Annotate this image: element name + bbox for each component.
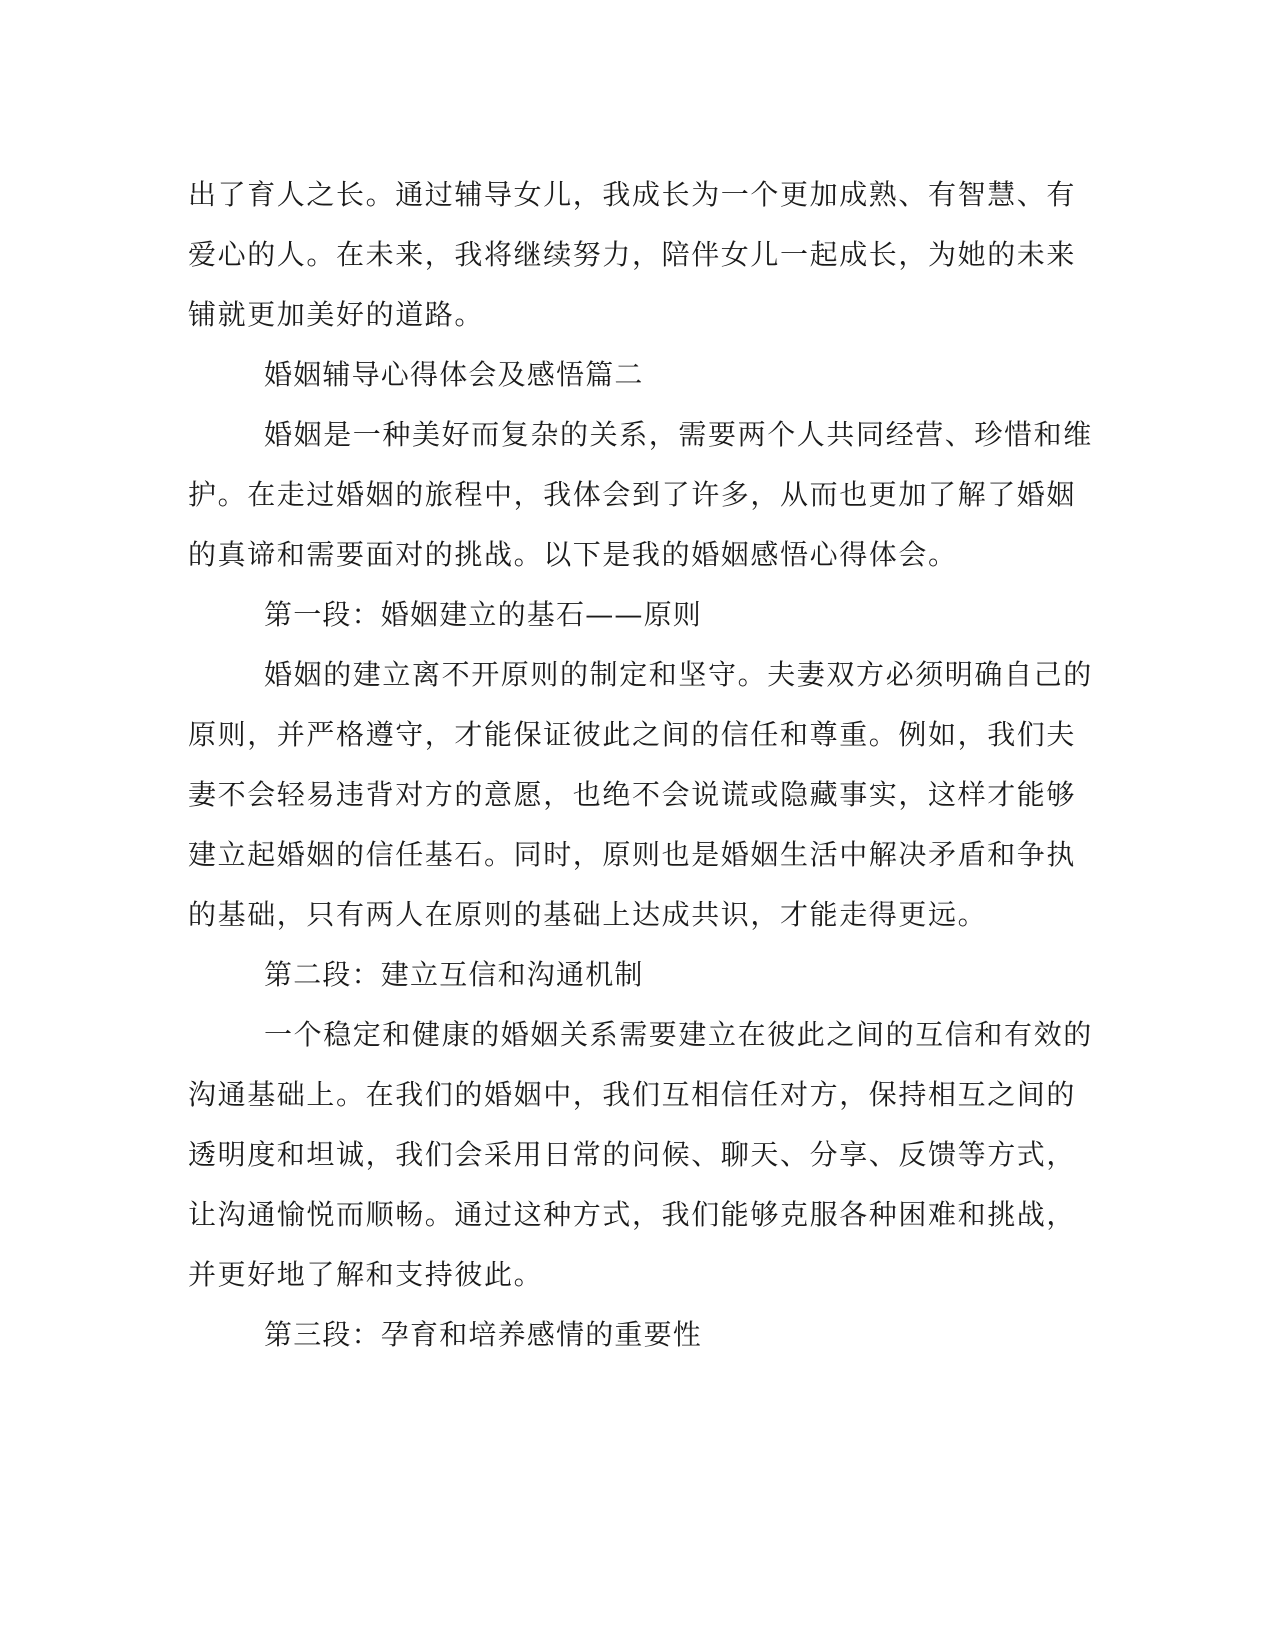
text-line: 并更好地了解和支持彼此。	[188, 1258, 544, 1291]
paragraph-intro	[188, 165, 1088, 345]
text-line: 妻不会轻易违背对方的意愿，也绝不会说谎或隐藏事实，这样才能够	[188, 778, 1077, 811]
text-line: 出了育人之长。通过辅导女儿，我成长为一个更加成熟、有智慧、有	[188, 178, 1077, 211]
text-line: 婚姻的建立离不开原则的制定和坚守。夫妻双方必须明确自己的	[264, 658, 1093, 691]
text-line: 原则，并严格遵守，才能保证彼此之间的信任和尊重。例如，我们夫	[188, 718, 1077, 751]
heading-section-3: 第三段：孕育和培养感情的重要性	[264, 1318, 703, 1351]
text-line: 护。在走过婚姻的旅程中，我体会到了许多，从而也更加了解了婚姻	[188, 478, 1077, 511]
document-body	[188, 165, 1093, 1365]
heading-section-2: 第二段：建立互信和沟通机制	[264, 958, 644, 991]
text-line: 沟通基础上。在我们的婚姻中，我们互相信任对方，保持相互之间的	[188, 1078, 1077, 1111]
section-title: 婚姻辅导心得体会及感悟篇二	[264, 358, 644, 391]
text-line: 爱心的人。在未来，我将继续努力，陪伴女儿一起成长，为她的未来	[188, 238, 1077, 271]
heading-section-1: 第一段：婚姻建立的基石——原则	[264, 598, 703, 631]
text-line: 的基础，只有两人在原则的基础上达成共识，才能走得更远。	[188, 898, 988, 931]
paragraph-section-2	[188, 1005, 1093, 1305]
text-line: 透明度和坦诚，我们会采用日常的问候、聊天、分享、反馈等方式，	[188, 1138, 1077, 1171]
text-line: 让沟通愉悦而顺畅。通过这种方式，我们能够克服各种困难和挑战，	[188, 1198, 1077, 1231]
text-line: 建立起婚姻的信任基石。同时，原则也是婚姻生活中解决矛盾和争执	[188, 838, 1077, 871]
paragraph-section-1	[188, 645, 1093, 945]
text-line: 铺就更加美好的道路。	[188, 298, 485, 331]
paragraph-opening	[188, 405, 1093, 585]
text-line: 的真谛和需要面对的挑战。以下是我的婚姻感悟心得体会。	[188, 538, 958, 571]
text-line: 婚姻是一种美好而复杂的关系，需要两个人共同经营、珍惜和维	[264, 418, 1093, 451]
text-line: 一个稳定和健康的婚姻关系需要建立在彼此之间的互信和有效的	[264, 1018, 1093, 1051]
